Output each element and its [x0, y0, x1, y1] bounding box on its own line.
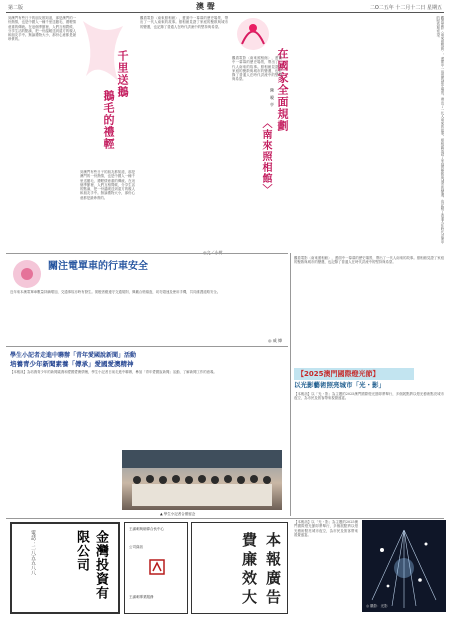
safety-title: 關注電單車的行車安全	[48, 261, 148, 272]
right-article-body: 觀看電影〈南來照相館〉，畫面中一幕幕的歷史場景，帶出了一代人南來的故事。照相館見證了家庭的聚散與城市的變遷，也記錄了普通人在時代洪流中的堅持與希望。	[232, 56, 282, 82]
ad-investment	[10, 522, 120, 614]
ad-rates-char-7: 效	[242, 569, 258, 587]
youth-body: 【本報訊】為培養青少年的新聞素養和愛國愛澳情懷，學生小記者日前走進中聯辦，參加「青年愛國說新聞」活動，了解新聞工作的意義。	[10, 370, 217, 374]
ad-rates-char-5: 費	[242, 531, 258, 549]
divider-2	[6, 346, 288, 347]
ad-rates	[191, 522, 288, 614]
culture-upper-text: 觀看電影〈南來照相館〉，畫面中一幕幕的歷史場景，帶出了一代人南來的故事。照相館見證了家庭的聚散與城市的變遷，也記錄了普通人在時代洪流中的堅持與希望。	[294, 256, 444, 265]
page-number: 第二版	[8, 5, 24, 11]
right-article-vertical-body: 觀看電影〈南來照相館〉，畫面中一幕幕的歷史場景，帶出了一代人南來的故事。照相館見證了家庭的聚散與城市的變遷，也記錄了普通人在時代洪流中的堅持與希望。	[435, 16, 444, 244]
ad-rates-char-2: 報	[266, 550, 282, 568]
youth-photo-caption: ▲ 學生小記者合照留念	[160, 512, 196, 516]
youth-photo	[122, 450, 282, 510]
culture-body: 【本報訊】以「光・影」為主題的2025澳門國際燈光節即將舉行，多個展點將以燈光藝術點亮城市夜空，為市民及旅客帶來視覺盛宴。	[294, 392, 444, 401]
ad-rates-char-4: 告	[266, 588, 282, 606]
issue-date: 二O二五年 十二月十二日 星期五	[369, 5, 442, 11]
ad-rates-char-3: 廣	[266, 569, 282, 587]
ribbon-logo	[232, 14, 274, 54]
company-logo-icon	[149, 559, 165, 575]
header-rule	[6, 12, 444, 13]
ad-rates-char-1: 本	[266, 531, 282, 549]
safety-body: 近年來本澳電單車數量持續增加，交通事故亦時有發生。駕駛者應遵守交通規則，佩戴合格頭盔，切勿超速及使用手機，共同維護道路安全。	[10, 290, 221, 294]
youth-headline-2: 培養青少年新聞素養「傳承」愛國愛澳精神	[10, 360, 134, 368]
divider-3	[6, 518, 444, 519]
right-article-title-2: 〈南來照相館〉	[260, 118, 271, 195]
divider-vertical	[290, 253, 291, 516]
culture-headline-2: 以光影藝術照亮城市「光・影」	[294, 381, 385, 389]
left-article-title-1: 千里送鵝	[116, 50, 129, 98]
flower-icon	[10, 258, 44, 290]
ad-middle-line1: 王滿刺與朝偉合伙中心	[129, 527, 164, 531]
mid-article-body: 觀看電影〈南來照相館〉，畫面中一幕幕的歷史場景，帶出了一代人南來的故事。照相館見證了家庭的聚散與城市的變遷，也記錄了普通人在時代洪流中的堅持與希望。	[140, 16, 228, 29]
divider-1	[6, 253, 288, 254]
light-installation-icon	[362, 520, 446, 612]
culture-lower-text: 【本報訊】以「光・影」為主題的2025澳門國際燈光節即將舉行，多個展點將以燈光藝術點亮城市夜空，為市民及旅客帶來視覺盛宴。	[294, 520, 358, 537]
left-article-title-2: 鵝毛的禮輕	[102, 90, 115, 150]
left-article-body-2	[8, 16, 76, 246]
right-article-title-1: 在國家全面規劃	[276, 48, 289, 132]
safety-decor	[10, 258, 44, 290]
left-article-body-text: 到澳門有些日子的朋友都知道，那是澳門的一份熱情，也是中國人一種千里送鵝毛、禮輕情意重的傳統。在這個季節裡，人們互相問候，分享生活的點滴，把一份溫暖送到遠方的親人和朋友手中。無論禮物大小，那份心意都是最珍貴的。	[8, 16, 76, 42]
ribbon-logo-icon	[232, 14, 274, 54]
left-article-col-2: 到澳門有些日子的朋友都知道，那是澳門的一份熱情，也是中國人一種千里送鵝毛、禮輕情意重的傳統。在這個季節裡，人們互相問候，分享生活的點滴，把一份溫暖送到遠方的親人和朋友手中。無論禮物大小，那份心意都是最珍貴的。	[80, 170, 135, 200]
right-article-author: 陳 曉 亭	[270, 88, 275, 108]
ad-investment-company: 金灣投資有限公司	[74, 530, 108, 600]
ad-investment-contact: 電話：二八五五八八	[30, 530, 36, 575]
youth-headline-1: 學生小記者走進中聯辦「青年愛國說新聞」活動	[10, 352, 137, 359]
ad-middle-line3: 王滿刺專業服務	[129, 595, 154, 599]
culture-photo-caption: ◎ 攝影：光影	[366, 604, 388, 608]
safety-byline: ◎ 威 燁	[268, 338, 283, 343]
culture-photo	[362, 520, 446, 612]
ad-middle-line2: 公司資訊	[129, 545, 143, 549]
ad-middle	[124, 522, 188, 614]
group-photo-icon	[122, 450, 282, 510]
masthead: 澳 聲	[196, 1, 215, 11]
ad-rates-char-6: 廉	[242, 550, 258, 568]
ad-rates-char-8: 大	[242, 588, 258, 606]
ad-middle-logo	[149, 559, 165, 575]
culture-headline-1: 【2025澳門國際燈光節】	[294, 368, 414, 380]
